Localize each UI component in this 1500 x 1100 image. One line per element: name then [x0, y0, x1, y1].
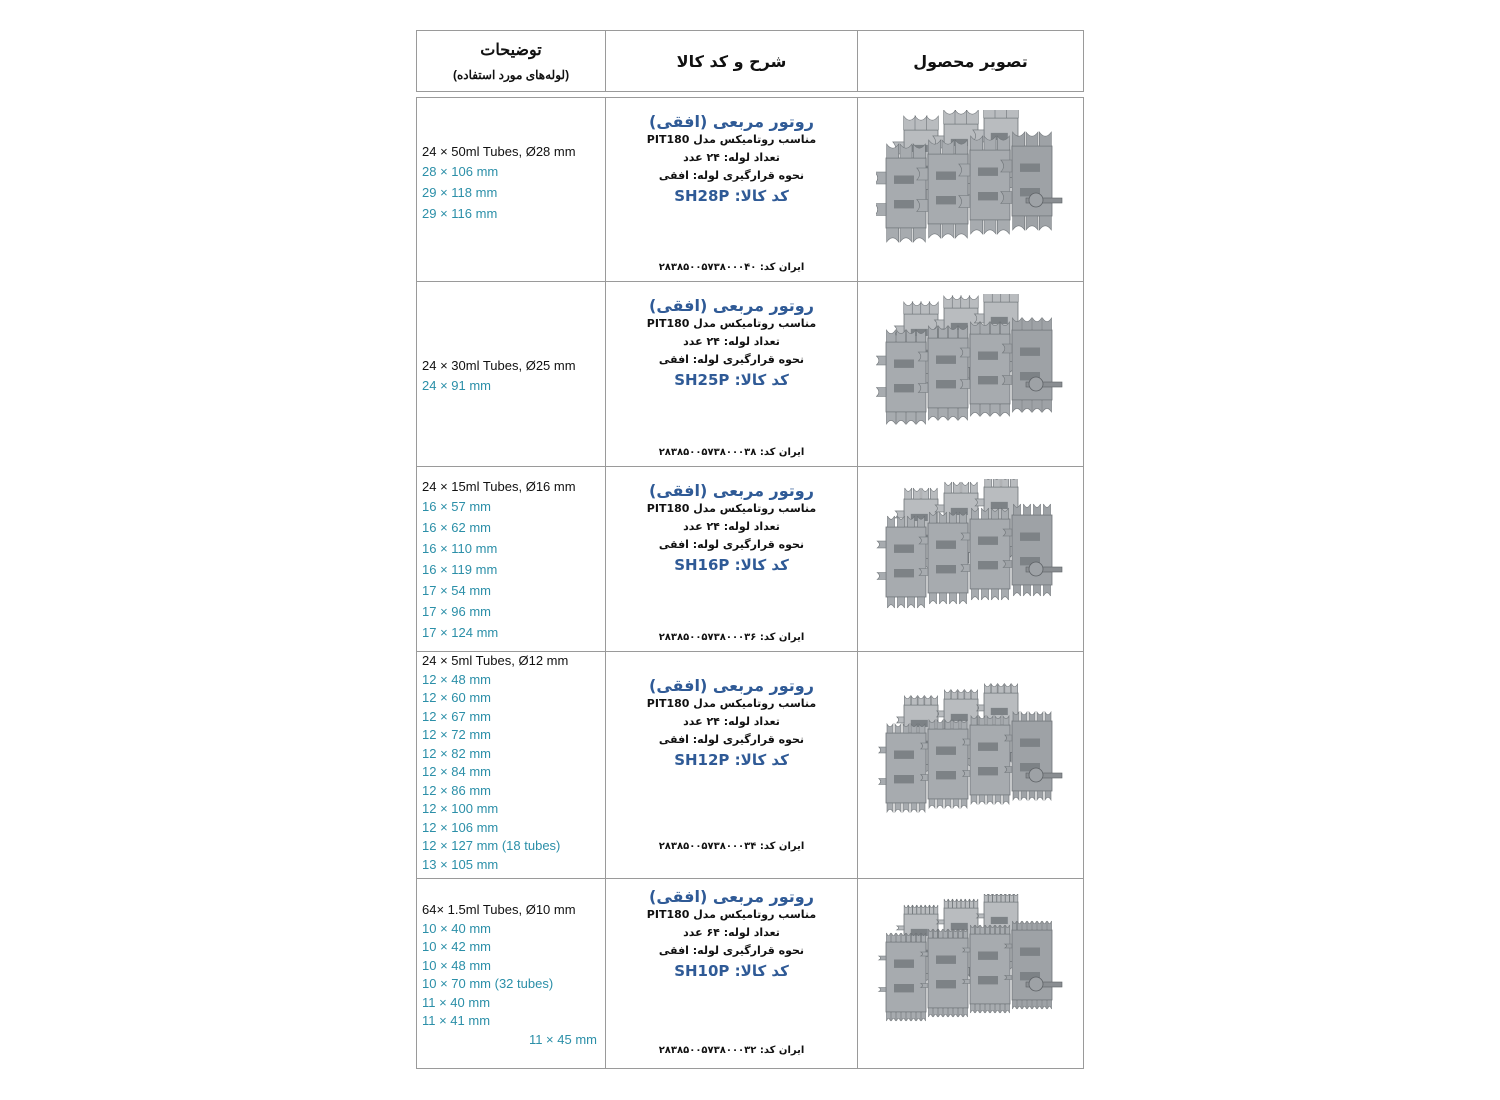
- table-header-row: [417, 31, 1084, 92]
- product-image-cell: [858, 467, 1084, 652]
- tube-count: تعداد لوله: ۲۴ عدد: [683, 520, 780, 533]
- description-header: شرح و کد کالا: [606, 31, 858, 92]
- tube-size: 12 × 127 mm (18 tubes): [422, 838, 561, 853]
- tube-size: 16 × 57 mm: [422, 499, 492, 514]
- product-image-cell: [858, 652, 1084, 879]
- table-row: [417, 282, 1084, 467]
- description-cell: [606, 652, 858, 879]
- rotor-image-icon: [876, 294, 1066, 454]
- tube-size: 24 × 91 mm: [422, 378, 492, 393]
- tube-size: 12 × 67 mm: [422, 708, 492, 724]
- description-cell: [606, 879, 858, 1069]
- product-code: کد کالا: SH28P: [674, 187, 789, 205]
- product-title: روتور مربعی (افقی): [649, 676, 814, 695]
- iran-code: ایران کد: ۲۸۳۸۵۰۰۵۷۳۸۰۰۰۳۸: [658, 447, 805, 458]
- tube-placement: نحوه قرارگیری لوله: افقی: [658, 353, 805, 366]
- iran-code: ایران کد: ۲۸۳۸۵۰۰۵۷۳۸۰۰۰۳۴: [658, 841, 805, 852]
- tube-spec: 64× 1.5ml Tubes, Ø10 mm: [422, 902, 576, 917]
- tube-size: 12 × 106 mm: [422, 819, 499, 835]
- notes-header: [417, 31, 606, 92]
- product-code: کد کالا: SH25P: [674, 371, 789, 389]
- product-code: کد کالا: SH10P: [674, 962, 789, 980]
- tube-placement: نحوه قرارگیری لوله: افقی: [658, 169, 805, 182]
- tube-size: 12 × 86 mm: [422, 782, 492, 798]
- tube-size: 10 × 48 mm: [422, 957, 492, 973]
- tube-size: 11 × 45 mm: [528, 1031, 597, 1047]
- product-table-sheet: [416, 30, 1084, 1069]
- tube-spec: 24 × 15ml Tubes, Ø16 mm: [422, 479, 576, 494]
- table-row: [417, 467, 1084, 652]
- description-cell: [606, 282, 858, 467]
- description-cell: [606, 98, 858, 282]
- product-title: روتور مربعی (افقی): [649, 112, 814, 131]
- tube-size: 17 × 96 mm: [422, 604, 492, 619]
- tube-size: 17 × 124 mm: [422, 625, 499, 640]
- notes-header-subtitle: (لوله‌های مورد استفاده): [452, 68, 570, 82]
- tube-size: 16 × 119 mm: [422, 562, 498, 577]
- tube-size: 12 × 82 mm: [422, 745, 492, 761]
- tube-spec: 24 × 5ml Tubes, Ø12 mm: [422, 653, 569, 668]
- tube-size: 11 × 41 mm: [422, 1013, 491, 1028]
- product-model: مناسب روتامیکس مدل PIT180: [646, 502, 817, 515]
- product-model: مناسب روتامیکس مدل PIT180: [646, 317, 817, 330]
- product-title: روتور مربعی (افقی): [649, 481, 814, 500]
- rotor-image-icon: [876, 110, 1066, 270]
- tube-size: 16 × 62 mm: [422, 520, 492, 535]
- tube-size: 12 × 84 mm: [422, 764, 492, 779]
- table-row: [417, 98, 1084, 282]
- iran-code: ایران کد: ۲۸۳۸۵۰۰۵۷۳۸۰۰۰۳۲: [658, 1045, 805, 1056]
- notes-cell: [417, 98, 606, 282]
- tube-size: 16 × 110 mm: [422, 541, 498, 556]
- notes-cell: [417, 879, 606, 1069]
- product-title: روتور مربعی (افقی): [649, 887, 814, 906]
- description-cell: [606, 467, 858, 652]
- product-model: مناسب روتامیکس مدل PIT180: [646, 133, 817, 146]
- product-image-cell: [858, 879, 1084, 1069]
- tube-size: 29 × 118 mm: [422, 185, 498, 200]
- table-row: [417, 652, 1084, 879]
- tube-placement: نحوه قرارگیری لوله: افقی: [658, 733, 805, 746]
- tube-size: 17 × 54 mm: [422, 583, 492, 598]
- product-image-cell: [858, 282, 1084, 467]
- notes-header-title: توضیحات: [480, 42, 542, 59]
- notes-cell: [417, 282, 606, 467]
- iran-code: ایران کد: ۲۸۳۸۵۰۰۵۷۳۸۰۰۰۳۶: [658, 632, 805, 643]
- table-row: [417, 879, 1084, 1069]
- tube-size: 10 × 70 mm (32 tubes): [422, 976, 554, 991]
- tube-count: تعداد لوله: ۶۴ عدد: [683, 926, 780, 939]
- tube-placement: نحوه قرارگیری لوله: افقی: [658, 944, 805, 957]
- product-table: [416, 30, 1084, 1069]
- rotor-image-icon: [876, 680, 1066, 850]
- tube-count: تعداد لوله: ۲۴ عدد: [683, 335, 780, 348]
- product-title: روتور مربعی (افقی): [649, 296, 814, 315]
- rotor-image-icon: [876, 479, 1066, 639]
- product-image-cell: [858, 98, 1084, 282]
- tube-count: تعداد لوله: ۲۴ عدد: [683, 715, 780, 728]
- tube-size: 13 × 105 mm: [422, 856, 499, 872]
- product-code: کد کالا: SH16P: [674, 556, 789, 574]
- tube-placement: نحوه قرارگیری لوله: افقی: [658, 538, 805, 551]
- rotor-image-icon: [876, 894, 1066, 1054]
- tube-size: 11 × 40 mm: [422, 994, 491, 1010]
- product-model: مناسب روتامیکس مدل PIT180: [646, 908, 817, 921]
- product-code: کد کالا: SH12P: [674, 751, 789, 769]
- tube-size: 28 × 106 mm: [422, 164, 499, 179]
- tube-size: 12 × 48 mm: [422, 671, 492, 687]
- tube-size: 29 × 116 mm: [422, 206, 498, 221]
- product-model: مناسب روتامیکس مدل PIT180: [646, 697, 817, 710]
- image-header: تصویر محصول: [858, 31, 1084, 92]
- tube-size: 12 × 60 mm: [422, 690, 492, 705]
- tube-count: تعداد لوله: ۲۴ عدد: [683, 151, 780, 164]
- tube-spec: 24 × 30ml Tubes, Ø25 mm: [422, 358, 576, 373]
- tube-size: 12 × 100 mm: [422, 801, 499, 816]
- iran-code: ایران کد: ۲۸۳۸۵۰۰۵۷۳۸۰۰۰۴۰: [658, 262, 805, 273]
- tube-size: 12 × 72 mm: [422, 727, 492, 742]
- tube-spec: 24 × 50ml Tubes, Ø28 mm: [422, 144, 576, 159]
- tube-size: 10 × 42 mm: [422, 939, 492, 954]
- notes-cell: [417, 467, 606, 652]
- tube-size: 10 × 40 mm: [422, 920, 492, 936]
- notes-cell: [417, 652, 606, 879]
